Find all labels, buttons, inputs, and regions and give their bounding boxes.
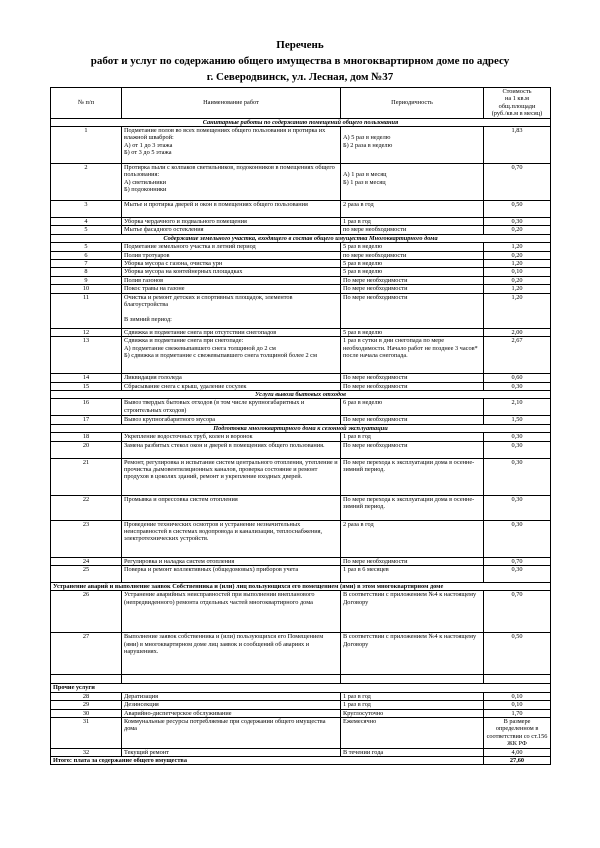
services-table <box>50 87 551 765</box>
row-period: По мере необходимости <box>341 416 484 424</box>
table-row <box>51 285 551 293</box>
table-row <box>51 520 551 557</box>
row-num: 13 <box>51 337 122 374</box>
row-cost: 1,20 <box>484 243 551 251</box>
row-period: По мере необходимости <box>341 285 484 293</box>
table-row <box>51 328 551 336</box>
row-period: 1 раз в год <box>341 692 484 700</box>
row-cost: 0,70 <box>484 164 551 201</box>
row-num: 23 <box>51 520 122 557</box>
row-name: Мытье фасадного остекления <box>122 226 341 234</box>
row-name: Текущий ремонт <box>122 748 341 756</box>
row-name: Мытье и протирка дверей и окон в помещениях общего пользования <box>122 201 341 218</box>
table-row <box>51 458 551 495</box>
document-address: г. Северодвинск, ул. Лесная, дом №37 <box>206 71 394 83</box>
row-period: 1 раз в 6 месяцев <box>341 565 484 582</box>
section-title: Содержание земельного участка, входящего в состав общего имущества Многоквартирного дома <box>51 234 551 242</box>
row-name: Вывоз крупногабаритного мусора <box>122 416 341 424</box>
row-name: Покос травы на газоне <box>122 285 341 293</box>
row-cost: 2,67 <box>484 337 551 374</box>
table-row <box>51 701 551 709</box>
row-name: Устранение аварийных неисправностей при выполнении внепланового (непредвиденного) ремонта отдельных частей многоквартирного дома <box>122 591 341 633</box>
row-period: В течении года <box>341 748 484 756</box>
row-name: Ликвидация гололеда <box>122 374 341 382</box>
row-cost: 0,30 <box>484 565 551 582</box>
row-num: 17 <box>51 416 122 424</box>
section-row <box>51 118 551 126</box>
row-cost: 1,20 <box>484 260 551 268</box>
row-cost: 0,30 <box>484 433 551 441</box>
row-period: 1 раз в сутки в дни снегопада по мере необходимости. Начало работ не позднее 3 часов* после начала снегопада. <box>341 337 484 374</box>
table-row <box>51 293 551 328</box>
section-title: Устранение аварий и выполнение заявок Собственника и (или) лиц пользующихся его помещением (ями) в этом многоквартирном доме <box>51 582 551 590</box>
section-title: Прочие услуги <box>51 684 551 692</box>
row-num: 6 <box>51 251 122 259</box>
row-cost: 0,30 <box>484 458 551 495</box>
row-cost: 0,70 <box>484 557 551 565</box>
table-row <box>51 243 551 251</box>
row-num: 15 <box>51 382 122 390</box>
row-cost: 0,50 <box>484 201 551 218</box>
row-period: По мере необходимости <box>341 441 484 458</box>
table-row <box>51 268 551 276</box>
row-num: 14 <box>51 374 122 382</box>
row-period: А) 5 раз в неделю Б) 2 раза в неделю <box>341 127 484 164</box>
row-num: 28 <box>51 692 122 700</box>
row-cost: 0,20 <box>484 251 551 259</box>
row-num: 20 <box>51 441 122 458</box>
row-cost: В размере определенном в соответствии со ст.156 ЖК РФ <box>484 717 551 748</box>
row-num: 1 <box>51 127 122 164</box>
row-cost: 1,70 <box>484 709 551 717</box>
row-period: А) 1 раз в месяц Б) 1 раз в месяц <box>341 164 484 201</box>
table-row <box>51 709 551 717</box>
row-name: Выполнение заявок собственника и (или) пользующихся его Помещением (ями) в многоквартирном доме лиц заявок и сообщений об авариях и нарушениях. <box>122 633 341 675</box>
row-cost: 0,20 <box>484 226 551 234</box>
row-period: По мере необходимости <box>341 293 484 328</box>
row-cost: 0,30 <box>484 495 551 520</box>
row-name: Протирка пыли с колпаков светильников, подоконников в помещениях общего пользования: А) светильники Б) подоконники <box>122 164 341 201</box>
row-period: 2 раза в год <box>341 520 484 557</box>
header-name: Наименование работ <box>122 88 341 119</box>
row-period: 5 раз в неделю <box>341 243 484 251</box>
row-num: 21 <box>51 458 122 495</box>
row-cost: 0,70 <box>484 591 551 633</box>
row-period: 5 раз в неделю <box>341 260 484 268</box>
row-name: Полив газонов <box>122 276 341 284</box>
section-row <box>51 582 551 590</box>
row-period: по мере необходимости <box>341 226 484 234</box>
table-row <box>51 495 551 520</box>
row-num: 9 <box>51 276 122 284</box>
row-cost: 1,50 <box>484 416 551 424</box>
row-cost: 0,30 <box>484 218 551 226</box>
row-period: 5 раз в неделю <box>341 328 484 336</box>
row-cost: 1,20 <box>484 293 551 328</box>
table-row <box>51 382 551 390</box>
row-name: Сбрасывание снега с крыш, удаление сосулек <box>122 382 341 390</box>
row-cost: 0,30 <box>484 441 551 458</box>
row-cost: 1,20 <box>484 285 551 293</box>
row-period: По мере перехода к эксплуатации дома в осенне-зимний период. <box>341 458 484 495</box>
row-num: 18 <box>51 433 122 441</box>
row-period: Ежемесячно <box>341 717 484 748</box>
section-title: Санитарные работы по содержанию помещений общего пользования <box>51 118 551 126</box>
row-period: по мере необходимости <box>341 251 484 259</box>
table-row <box>51 218 551 226</box>
row-name: Замена разбитых стекол окон и дверей в помещениях общего пользования. <box>122 441 341 458</box>
row-num: 32 <box>51 748 122 756</box>
row-num: 3 <box>51 201 122 218</box>
row-name: Очистка и ремонт детских и спортивных площадок, элементов благоустройства В зимний период: <box>122 293 341 328</box>
row-period: 1 раз в год <box>341 701 484 709</box>
section-row <box>51 684 551 692</box>
total-row <box>51 757 551 765</box>
row-num: 4 <box>51 218 122 226</box>
row-period: 6 раз в неделю <box>341 399 484 416</box>
row-num: 5 <box>51 243 122 251</box>
table-row <box>51 201 551 218</box>
row-num: 5 <box>51 226 122 234</box>
document-title: Перечень <box>276 39 324 51</box>
row-name: Дезинсекция <box>122 701 341 709</box>
row-cost: 0,30 <box>484 520 551 557</box>
row-name: Коммунальные ресурсы потребляемые при содержании общего имущества дома <box>122 717 341 748</box>
table-row <box>51 337 551 374</box>
row-name: Сдвижка и подметание снега при отсутствии снегопадов <box>122 328 341 336</box>
row-name: Уборка мусора на контейнерных площадках <box>122 268 341 276</box>
row-cost: 4,00 <box>484 748 551 756</box>
row-period: По мере необходимости <box>341 557 484 565</box>
row-cost: 0,20 <box>484 276 551 284</box>
table-row <box>51 399 551 416</box>
row-name: Вывоз твердых бытовых отходов (в том числе крупногабаритных и строительных отходов) <box>122 399 341 416</box>
table-row <box>51 127 551 164</box>
row-period: 1 раз в год <box>341 433 484 441</box>
row-cost: 1,83 <box>484 127 551 164</box>
table-header-row <box>51 88 551 119</box>
row-name: Подметание полов во всех помещениях общего пользования и протирка их влажной шваброй: А) от 1 до 3 этажа Б) от 3 до 5 этажа <box>122 127 341 164</box>
row-cost: 0,60 <box>484 374 551 382</box>
row-num: 25 <box>51 565 122 582</box>
row-cost: 2,00 <box>484 328 551 336</box>
row-period: По мере необходимости <box>341 374 484 382</box>
total-value: 27,60 <box>484 757 551 765</box>
header-period: Периодичность <box>341 88 484 119</box>
table-row <box>51 260 551 268</box>
row-num: 11 <box>51 293 122 328</box>
table-row <box>51 633 551 675</box>
row-period: 1 раз в год <box>341 218 484 226</box>
row-name: Полив тротуаров <box>122 251 341 259</box>
row-num: 12 <box>51 328 122 336</box>
section-title: Услуги вывоза бытовых отходов <box>51 390 551 398</box>
row-num: 27 <box>51 633 122 675</box>
section-row <box>51 424 551 432</box>
row-name: Аварийно-диспетчерское обслуживание <box>122 709 341 717</box>
table-row <box>51 717 551 748</box>
table-row <box>51 557 551 565</box>
table-row <box>51 565 551 582</box>
row-period: По мере необходимости <box>341 276 484 284</box>
table-row <box>51 692 551 700</box>
row-name: Сдвижка и подметание снега при снегопаде: А) подметание свежевыпавшего снега толщиной до 2 см Б) сдвижка и подметание с свежевыпавшего снега толщиной более 2 см <box>122 337 341 374</box>
row-num: 31 <box>51 717 122 748</box>
header-num: № п/п <box>51 88 122 119</box>
table-row <box>51 748 551 756</box>
row-name: Проведение технических осмотров и устранение незначительных неисправностей в системах водопровода и канализации, теплоснабжения, электротехнических устройств. <box>122 520 341 557</box>
section-title: Подготовка многоквартирного дома к сезонной эксплуатации <box>51 424 551 432</box>
table-row <box>51 591 551 633</box>
row-cost: 0,10 <box>484 692 551 700</box>
table-row <box>51 441 551 458</box>
row-cost: 2,10 <box>484 399 551 416</box>
blank-row <box>51 675 551 684</box>
row-period: Круглосуточно <box>341 709 484 717</box>
row-num: 29 <box>51 701 122 709</box>
row-cost: 0,30 <box>484 382 551 390</box>
row-name: Поверка и ремонт коллективных (общедомовых) приборов учета <box>122 565 341 582</box>
row-name: Дератизация <box>122 692 341 700</box>
table-row <box>51 164 551 201</box>
header-cost: Стоимость на 1 кв.м общ.площади (руб./кв.м в месяц) <box>484 88 551 119</box>
total-label: Итого: плата за содержание общего имущества <box>51 757 484 765</box>
section-row <box>51 234 551 242</box>
row-num: 24 <box>51 557 122 565</box>
row-name: Уборка мусора с газона, очистка урн <box>122 260 341 268</box>
row-num: 16 <box>51 399 122 416</box>
row-period: 2 раза в год <box>341 201 484 218</box>
row-name: Регулировка и наладка систем отопления <box>122 557 341 565</box>
row-num: 26 <box>51 591 122 633</box>
row-name: Укрепление водосточных труб, колен и воронок <box>122 433 341 441</box>
row-num: 8 <box>51 268 122 276</box>
table-row <box>51 374 551 382</box>
row-period: По мере необходимости <box>341 382 484 390</box>
row-num: 22 <box>51 495 122 520</box>
table-row <box>51 276 551 284</box>
row-cost: 0,50 <box>484 633 551 675</box>
row-cost: 0,10 <box>484 701 551 709</box>
row-name: Подметание земельного участка в летний период <box>122 243 341 251</box>
row-cost: 0,10 <box>484 268 551 276</box>
row-period: В соответствии с приложением №4 к настоящему Договору <box>341 633 484 675</box>
table-row <box>51 251 551 259</box>
row-period: 5 раз в неделю <box>341 268 484 276</box>
row-name: Уборка чердачного и подвального помещения <box>122 218 341 226</box>
row-num: 2 <box>51 164 122 201</box>
row-name: Ремонт, регулировка и испытание систем центрального отопления, утепление и прочистка дымовентиляционных каналов, проверка состояние и ремонт продухов в цоколях зданий, ремонт и укрепление входных дверей. <box>122 458 341 495</box>
table-row <box>51 226 551 234</box>
row-num: 30 <box>51 709 122 717</box>
row-name: Промывка и опрессовка систем отопления <box>122 495 341 520</box>
row-period: По мере перехода к эксплуатации дома в осенне-зимний период. <box>341 495 484 520</box>
row-num: 7 <box>51 260 122 268</box>
table-row <box>51 416 551 424</box>
row-period: В соответствии с приложением №4 к настоящему Договору <box>341 591 484 633</box>
row-num: 10 <box>51 285 122 293</box>
table-row <box>51 433 551 441</box>
document-subtitle: работ и услуг по содержанию общего имущества в многоквартирном доме по адресу <box>90 55 510 67</box>
section-row <box>51 390 551 398</box>
